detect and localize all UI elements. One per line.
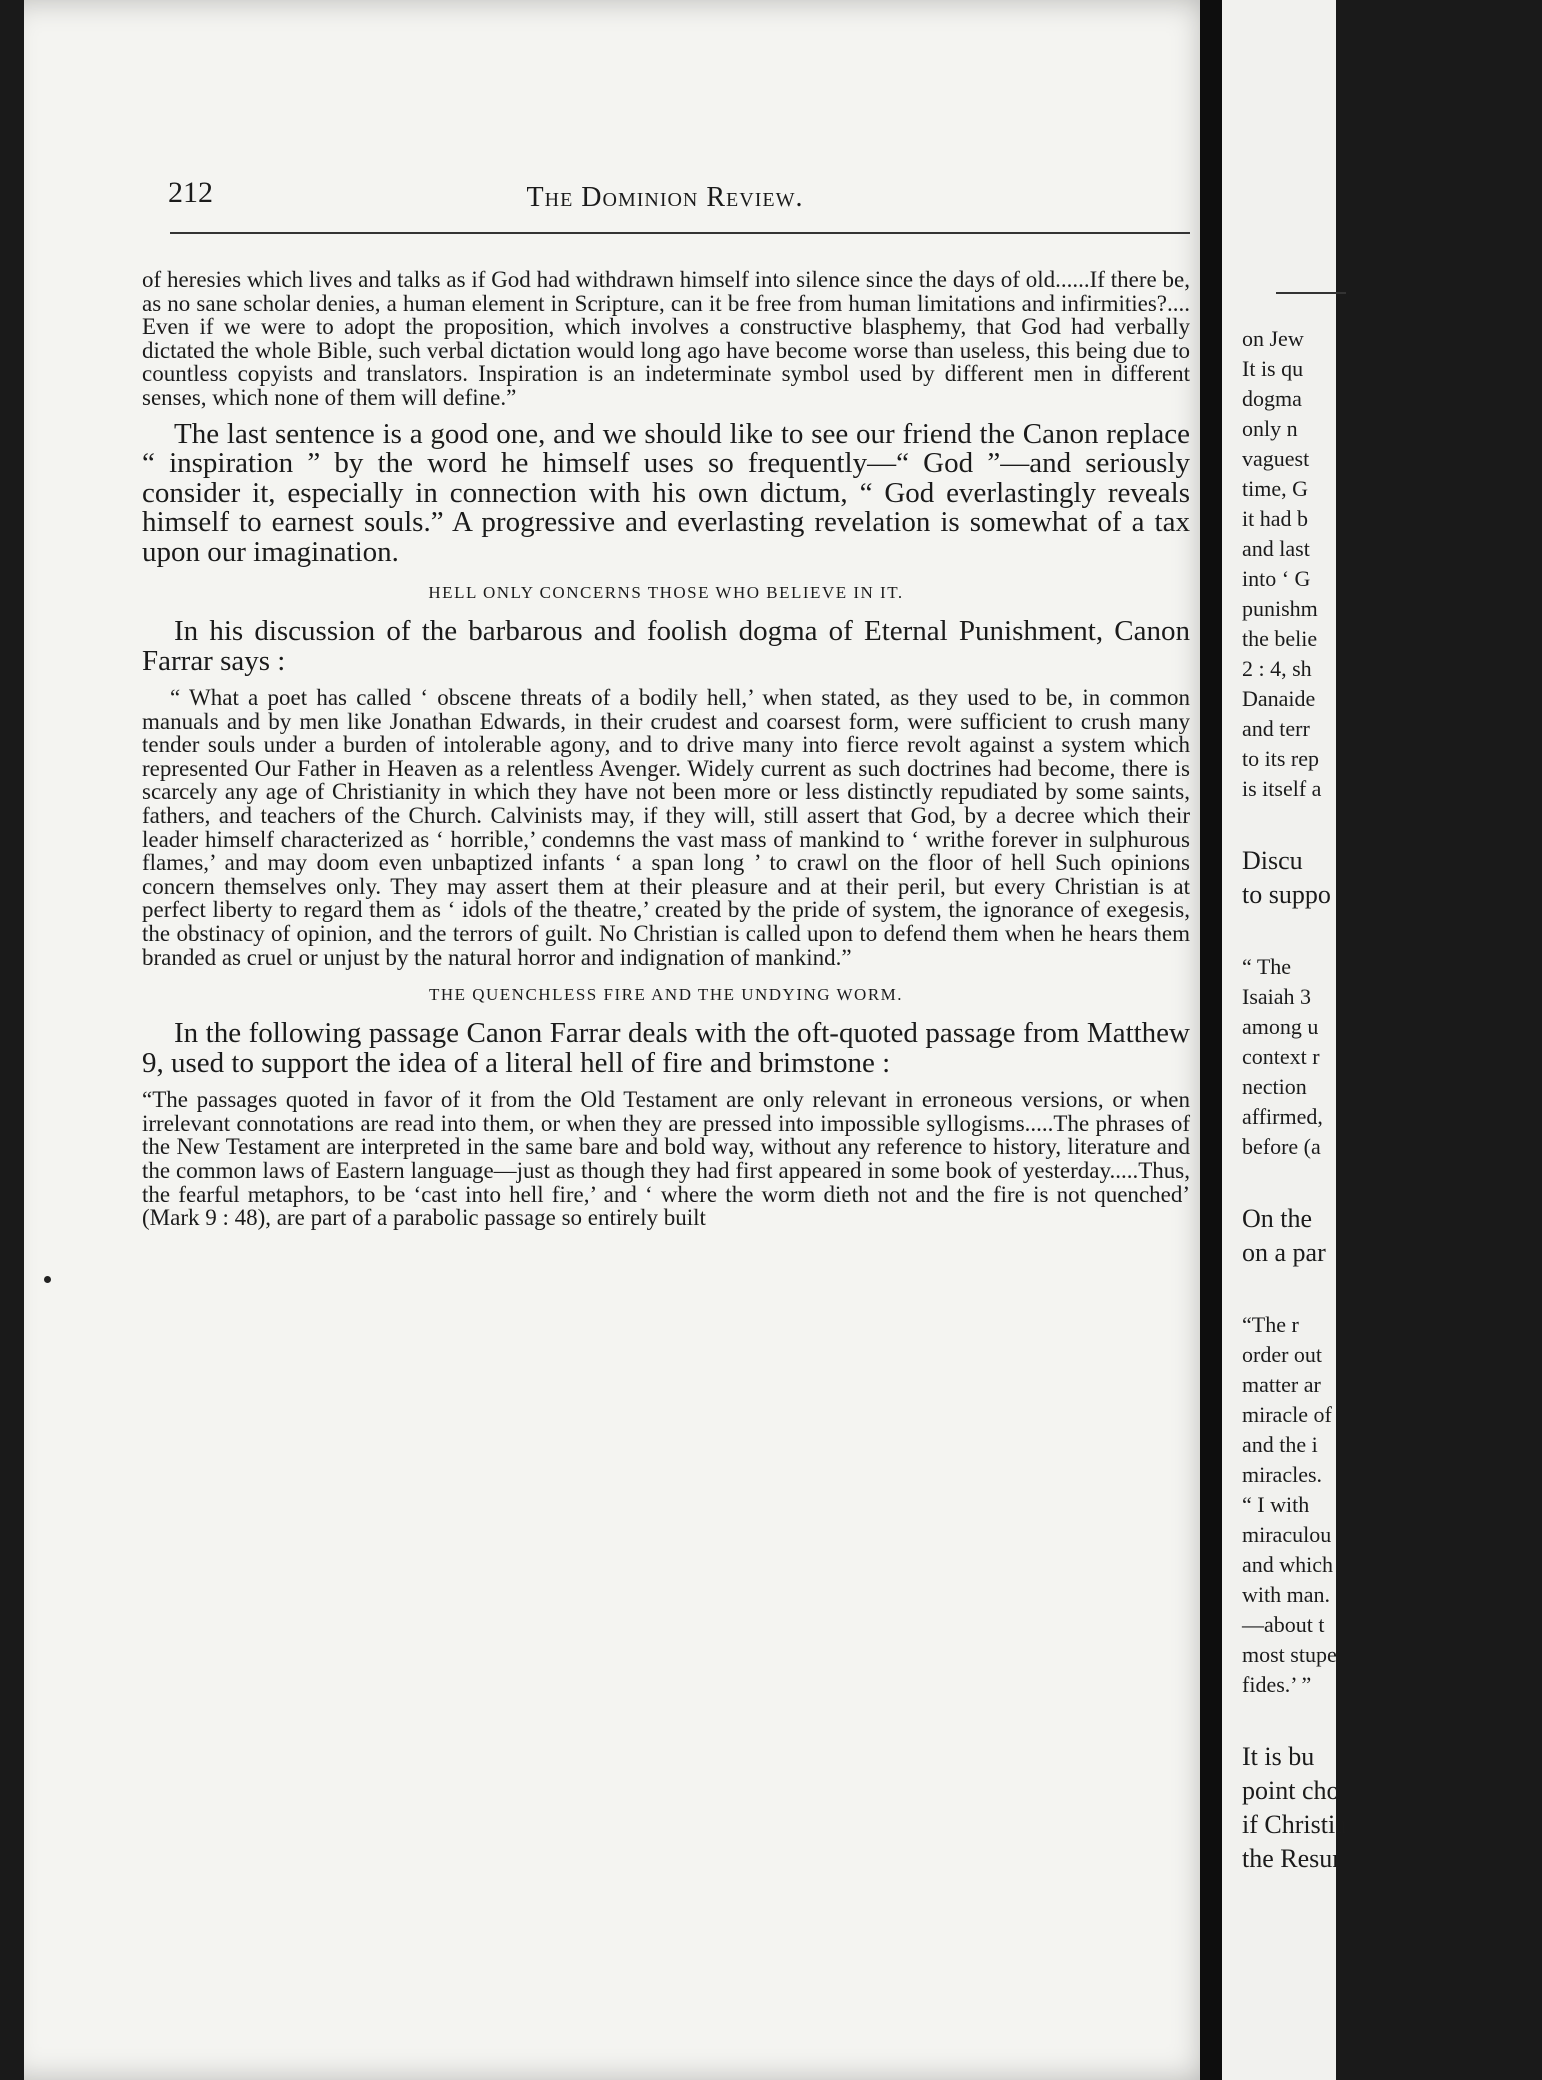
facing-header-rule: [1276, 292, 1346, 294]
facing-line: and last: [1242, 536, 1310, 561]
facing-line: before (a: [1242, 1134, 1321, 1159]
quote-paragraph: of heresies which lives and talks as if God had withdrawn himself into silence since the days of old......If there be, as no sane scholar denies, a human element in Scripture, can it be free from human limitations and infirmities?.... Even if we were to adopt the proposition, which involves a constructive blasphemy, that God had verbally dictated the whole Bible, such verbal dictation would long ago have become worse than useless, this being due to countless copyists and translators. Inspiration is an indeterminate symbol used by different men in different senses, which none of them will define.”: [142, 267, 1190, 410]
facing-line: context r: [1242, 1044, 1320, 1069]
facing-line: on Jew: [1242, 326, 1304, 351]
facing-line: On the: [1242, 1204, 1313, 1233]
facing-line: affirmed,: [1242, 1104, 1323, 1129]
facing-line: is itself a: [1242, 776, 1322, 801]
section-heading: HELL ONLY CONCERNS THOSE WHO BELIEVE IN IT.: [428, 583, 904, 603]
facing-line: point cho: [1242, 1776, 1340, 1805]
facing-line: order out: [1242, 1342, 1323, 1367]
facing-line: 2 : 4, sh: [1242, 656, 1312, 681]
facing-line: with man.: [1242, 1582, 1330, 1607]
facing-line: the belie: [1242, 626, 1318, 651]
facing-line: —about t: [1242, 1612, 1325, 1637]
quote-paragraph: “The passages quoted in favor of it from the Old Testament are only relevant in erroneous versions, or when irrelevant connotations are read into them, or when they are pressed into impossible syllogisms.....The phrases of the New Testament are interpreted in the same bare and bold way, without any reference to history, literature and the common laws of Eastern language—just as though they had first appeared in some book of yesterday.....Thus, the fearful metaphors, to be ‘cast into hell fire,’ and ‘ where the worm dieth not and the fire is not quenched’ (Mark 9 : 48), are part of a parabolic passage so entirely built: [142, 1087, 1190, 1231]
facing-line: “ The: [1242, 954, 1292, 979]
journal-title: The Dominion Review.: [526, 182, 804, 213]
facing-line: to its rep: [1242, 746, 1319, 771]
facing-line: into ‘ G: [1242, 566, 1311, 591]
facing-line: matter ar: [1242, 1372, 1321, 1397]
facing-line: It is bu: [1242, 1742, 1315, 1771]
facing-line: it had b: [1242, 506, 1308, 531]
facing-line: to suppo: [1242, 880, 1331, 909]
facing-line: Danaide: [1242, 686, 1316, 711]
margin-dot: [44, 1276, 51, 1283]
facing-line: dogma: [1242, 386, 1302, 411]
facing-line: on a par: [1242, 1238, 1326, 1267]
facing-line: Discu: [1242, 846, 1303, 875]
facing-page-text: [1242, 324, 1542, 1876]
facing-line: and terr: [1242, 716, 1310, 741]
facing-line: most stupe: [1242, 1642, 1337, 1667]
quote-paragraph: “ What a poet has called ‘ obscene threats of a bodily hell,’ when stated, as they used to be, in common manuals and by men like Jonathan Edwards, in their crudest and coarsest form, were sufficient to crush many tender souls under a burden of intolerable agony, and to drive many into fierce revolt against a system which represented Our Father in Heaven as a relentless Avenger. Widely current as such doctrines had become, there is scarcely any age of Christianity in which they have not been more or less distinctly repudiated by some saints, fathers, and teachers of the Church. Calvinists may, if they will, still assert that God, by a decree which their leader himself characterized as ‘ horrible,’ condemns the vast mass of mankind to ‘ writhe forever in sulphurous flames,’ and may doom even unbaptized infants ‘ a span long ’ to crawl on the floor of hell Such opinions concern themselves only. They may assert them at their pleasure and at their peril, but every Christian is at perfect liberty to regard them as ‘ idols of the theatre,’ created by the pride of system, the ignorance of exegesis, the obstinacy of opinion, and the terrors of guilt. No Christian is called upon to defend them when he hears them branded as cruel or unjust by the natural horror and indignation of mankind.”: [142, 685, 1190, 970]
body-paragraph: In his discussion of the barbarous and foolish dogma of Eternal Punishment, Canon Farrar says :: [142, 615, 1190, 677]
facing-line: nection: [1242, 1074, 1307, 1099]
facing-gap: [1242, 1700, 1542, 1740]
facing-line: and the i: [1242, 1432, 1318, 1457]
facing-line: the Resur: [1242, 1844, 1341, 1873]
facing-line: miraculou: [1242, 1522, 1332, 1547]
facing-line: Isaiah 3: [1242, 984, 1312, 1009]
page-body: [142, 268, 1190, 1240]
facing-line: fides.’ ”: [1242, 1672, 1312, 1697]
facing-gap: [1242, 1270, 1542, 1310]
facing-page: [1222, 0, 1347, 2080]
body-paragraph: The last sentence is a good one, and we should like to see our friend the Canon replace “ inspiration ” by the word he himself uses so frequently—“ God ”—and seriously consider it, especially in connection with his own dictum, “ God everlastingly reveals himself to earnest souls.” A progressive and everlasting revelation is somewhat of a tax upon our imagination.: [142, 417, 1190, 568]
facing-line: “ I with: [1242, 1492, 1310, 1517]
facing-line: only n: [1242, 416, 1298, 441]
running-head: [140, 176, 1190, 220]
facing-line: “The r: [1242, 1312, 1299, 1337]
facing-line: It is qu: [1242, 356, 1304, 381]
page-number: 212: [168, 176, 213, 209]
facing-line: miracle of: [1242, 1402, 1332, 1427]
facing-line: if Christia: [1242, 1810, 1347, 1839]
facing-line: miracles.: [1242, 1462, 1323, 1487]
facing-gap: [1242, 912, 1542, 952]
facing-line: vaguest: [1242, 446, 1310, 471]
section-heading: THE QUENCHLESS FIRE AND THE UNDYING WORM.: [428, 985, 904, 1005]
body-paragraph: In the following passage Canon Farrar deals with the oft-quoted passage from Matthew 9, used to support the idea of a literal hell of fire and brimstone :: [142, 1017, 1190, 1079]
header-rule: [170, 232, 1190, 234]
facing-line: among u: [1242, 1014, 1319, 1039]
facing-line: punishm: [1242, 596, 1318, 621]
facing-gap: [1242, 804, 1542, 844]
facing-gap: [1242, 1162, 1542, 1202]
facing-line: time, G: [1242, 476, 1308, 501]
facing-line: and which: [1242, 1552, 1334, 1577]
